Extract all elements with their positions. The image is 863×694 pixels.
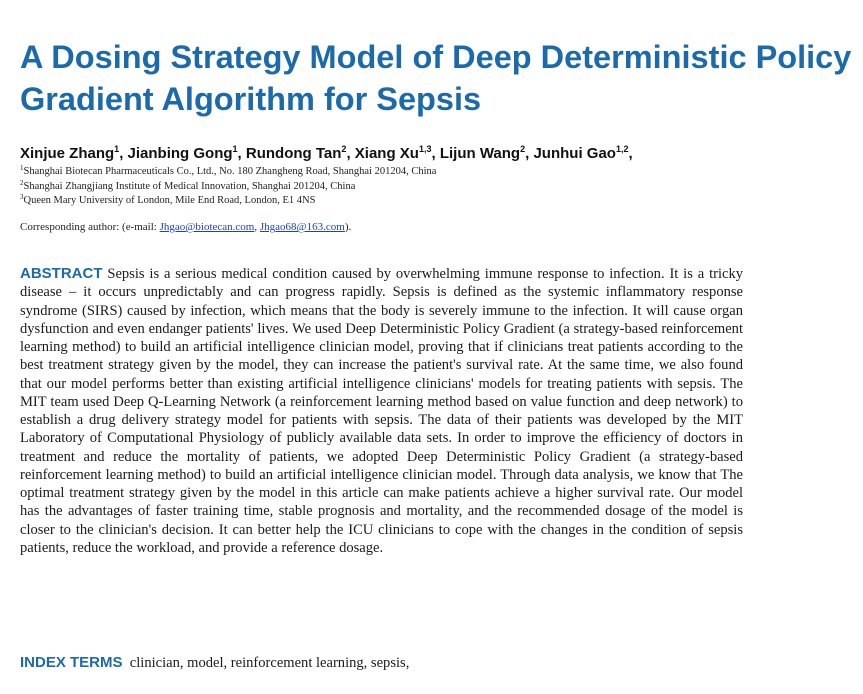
affiliation-item [20, 180, 820, 195]
affiliation-item [20, 165, 820, 180]
author-separator: , [346, 145, 355, 162]
affiliation-number: 1 [20, 164, 24, 172]
email-link-2[interactable]: Jhgao68@163.com [259, 221, 345, 233]
affiliation-text: Shanghai Zhangjiang Institute of Medical Innovation, Shanghai 201204, China [23, 180, 356, 192]
author-separator: , [628, 145, 633, 162]
author-name: Xinjue Zhang [20, 145, 115, 162]
affiliation-text: Shanghai Biotecan Pharmaceuticals Co., Ltd., No. 180 Zhangheng Road, Shanghai 201204, China [23, 166, 437, 177]
abstract-section [20, 265, 743, 557]
affiliation-list [20, 165, 820, 209]
affiliation-number: 3 [20, 193, 24, 201]
author-name: Xiang Xu [354, 145, 419, 162]
paper-title: A Dosing Strategy Model of Deep Deterministic Policy Gradient Algorithm for Sepsis [20, 39, 852, 117]
email-separator: , [254, 221, 260, 233]
author-affiliation-mark: 1 [114, 144, 120, 154]
index-terms-section [20, 654, 409, 672]
affiliation-item [20, 194, 820, 209]
author-affiliation-mark: 2 [520, 144, 526, 154]
author-list [20, 144, 633, 164]
abstract-heading: ABSTRACT [20, 265, 103, 282]
corresponding-suffix: ). [344, 221, 352, 233]
author-name: Junhui Gao [533, 145, 616, 162]
author-separator: , [237, 145, 246, 162]
corresponding-author [20, 219, 351, 235]
abstract-text: Sepsis is a serious medical condition caused by overwhelming immune response to infection. It is a tricky disease – it occurs unpredictably and can progress rapidly. Sepsis is defined as the systemic inflammatory response syndrome (SIRS) caused by infection, which means that the body is severely immune to the infection. It will cause organ dysfunction and even endanger patients' lives. We used Deep Deterministic Policy Gradient (a strategy-based reinforcement learning method) to build an artificial intelligence clinician model, proving that if clinicians treat patients according to the best treatment strategy given by the model, they can increase the patient's survival rate. At the same time, we also found that our model performs better than existing artificial intelligence clinicians' models for treating patients with sepsis. The MIT team used Deep Q-Learning Network (a reinforcement learning method based on value function and deep network) to establish a drug delivery strategy model for patients with sepsis. The data of their patients was developed by the MIT Laboratory of Computational Physiology of publicly available data sets. In order to improve the efficiency of doctors in treatment and reduce the mortality of patients, we adopted Deep Deterministic Policy Gradient (a strategy-based reinforcement learning method) to build an artificial intelligence clinician model. Through data analysis, we know that The optimal treatment strategy given by the model in this article can make patients achieve a higher survival rate. Our model has the advantages of faster training time, stable prognosis and mortality, and the recommended dosage of the model is closer to the clinician's decision. It can better help the ICU clinicians to cope with the changes in the condition of sepsis patients, reduce the workload, and provide a reference dosage. [20, 266, 743, 556]
index-terms-text: clinician, model, reinforcement learning, sepsis, [129, 655, 410, 671]
author-name: Lijun Wang [439, 145, 521, 162]
author-affiliation-mark: 1 [232, 144, 238, 154]
author-affiliation-mark: 2 [341, 144, 347, 154]
affiliation-number: 2 [20, 178, 24, 187]
email-link-1[interactable]: Jhgao@biotecan.com [159, 221, 255, 233]
author-separator: , [525, 145, 534, 162]
affiliation-text: Queen Mary University of London, Mile End Road, London, E1 4NS [23, 195, 316, 206]
corresponding-prefix: Corresponding author: (e-mail: [20, 221, 160, 233]
author-name: Rundong Tan [245, 145, 342, 162]
author-affiliation-mark: 1,2 [615, 144, 629, 154]
author-name: Jianbing Gong [127, 145, 233, 162]
index-terms-heading: INDEX TERMS [20, 654, 123, 671]
author-affiliation-mark: 1,3 [418, 144, 432, 154]
author-separator: , [119, 145, 128, 162]
author-separator: , [431, 145, 440, 162]
